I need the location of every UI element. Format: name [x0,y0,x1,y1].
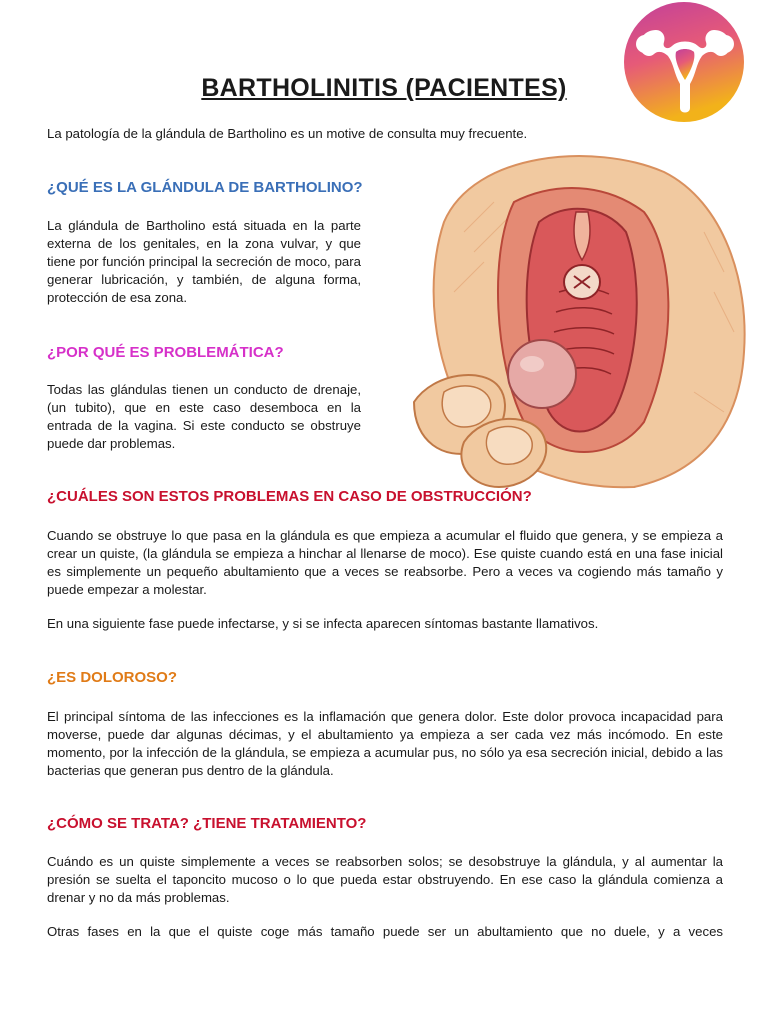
section-heading-obstruction-problems: ¿CUÁLES SON ESTOS PROBLEMAS EN CASO DE OBSTRUCCIÓN? [47,488,532,505]
intro-paragraph: La patología de la glándula de Bartholino es un motive de consulta muy frecuente. [47,126,528,141]
section-heading-what-is: ¿QUÉ ES LA GLÁNDULA DE BARTHOLINO? [47,179,363,196]
anatomical-illustration [404,142,768,490]
section-heading-why-problematic: ¿POR QUÉ ES PROBLEMÁTICA? [47,344,284,361]
section-paragraph: Cuando se obstruye lo que pasa en la glándula es que empieza a acumular el fluido que genera, y se empieza a crear un quiste, (la glándula se empieza a hinchar al llenarse de moco). Ese quiste cuando está en una fase inicial es simplemente un pequeño abultamiento que a veces se reabsorbe. Pero a veces va cogiendo más tamaño y puede empezar a molestar. [47,528,723,597]
uterus-logo-icon [624,0,768,130]
section-paragraph: Otras fases en la que el quiste coge más tamaño puede ser un abultamiento que no duele, y a veces [47,924,723,939]
section-paragraph: Todas las glándulas tienen un conducto de drenaje, (un tubito), que en este caso desemboca en la entrada de la vagina. Si este conducto se obstruye puede dar problemas. [47,382,361,451]
section-heading-treatment: ¿CÓMO SE TRATA? ¿TIENE TRATAMIENTO? [47,815,367,832]
section-paragraph: Cuándo es un quiste simplemente a veces se reabsorben solos; se desobstruye la glándula, y al aumentar la presión se suelta el taponcito mucoso o lo que pueda estar obstruyendo. En ese caso la glándula comienza a drenar y no da más problemas. [47,854,723,905]
section-paragraph: La glándula de Bartholino está situada en la parte externa de los genitales, en la zona vulvar, y que tiene por función principal la secreción de moco, para generar lubricación, y también, de alguna forma, protección de esa zona. [47,218,361,305]
section-heading-is-painful: ¿ES DOLOROSO? [47,669,178,686]
section-paragraph: El principal síntoma de las infecciones es la inflamación que genera dolor. Este dolor provoca incapacidad para moverse, puede dar algunas décimas, y el abultamiento ya empieza a ser cada vez más incómodo. En este momento, por la infección de la glándula, se empieza a acumular pus, no sólo ya esa secreción inicial, debido a las bacterias que generan pus dentro de la glándula. [47,709,723,778]
document-title: BARTHOLINITIS (PACIENTES) [201,74,567,102]
section-paragraph: En una siguiente fase puede infectarse, y si se infecta aparecen síntomas bastante llamativos. [47,616,599,631]
